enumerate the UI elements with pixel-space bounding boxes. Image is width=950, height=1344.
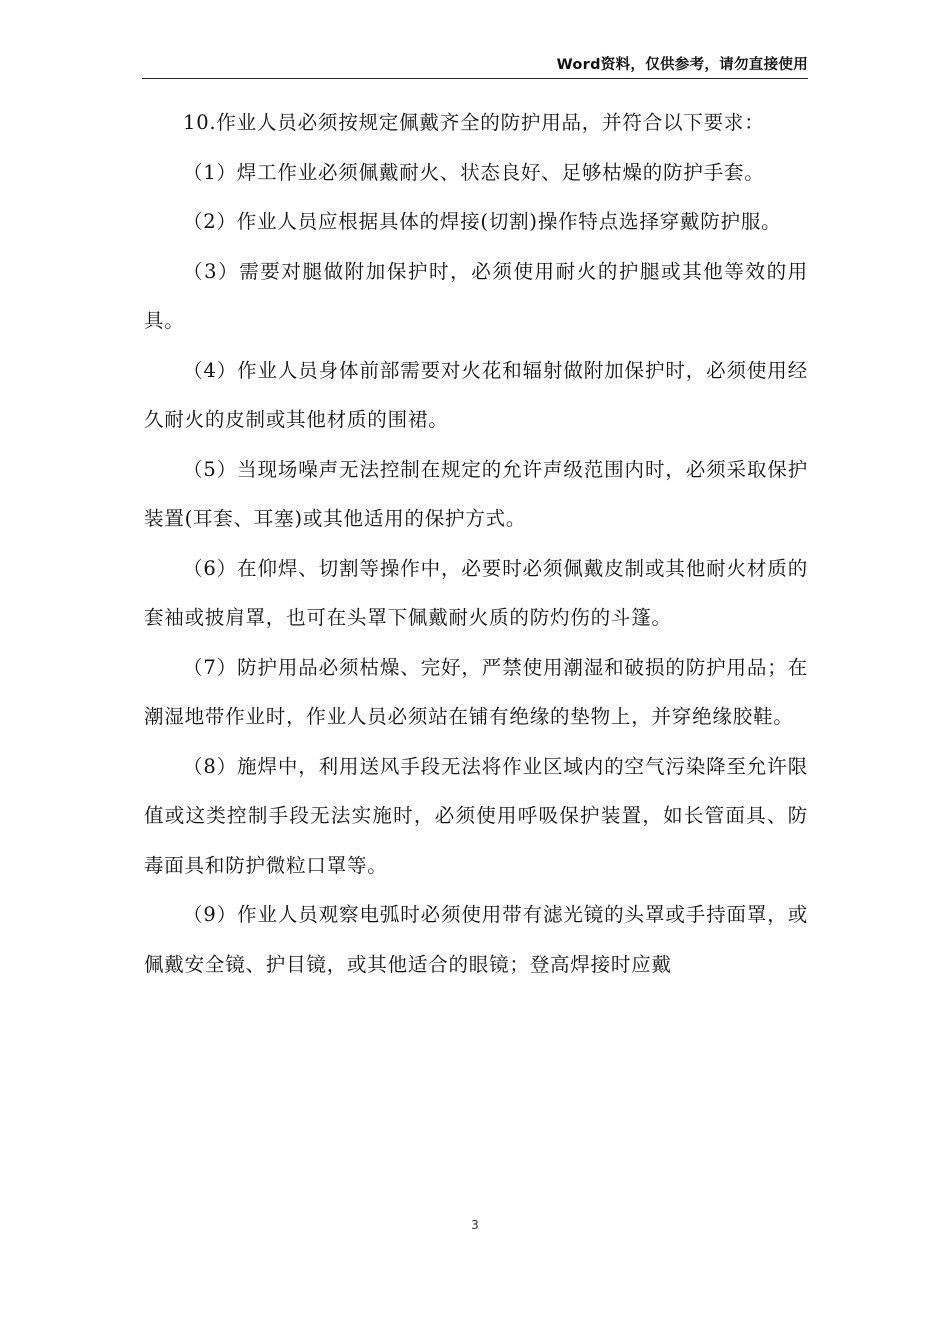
paragraph-item-3: （3）需要对腿做附加保护时，必须使用耐火的护腿或其他等效的用具。	[144, 259, 808, 332]
paragraph-item-8: （8）施焊中，利用送风手段无法将作业区域内的空气污染降至允许限值或这类控制手段无法实施时，必须使用呼吸保护装置，如长管面具、防毒面具和防护微粒口罩等。	[144, 754, 808, 877]
page-footer	[0, 1214, 950, 1233]
paragraph-item-5: （5）当现场噪声无法控制在规定的允许声级范围内时，必须采取保护装置(耳套、耳塞)或其他适用的保护方式。	[144, 457, 808, 530]
page-header	[142, 54, 808, 79]
paragraph-item-2: （2）作业人员应根据具体的焊接(切割)操作特点选择穿戴防护服。	[183, 210, 782, 233]
page-number: 3	[471, 1218, 479, 1232]
paragraph-item-4: （4）作业人员身体前部需要对火花和辐射做附加保护时，必须使用经久耐火的皮制或其他材质的围裙。	[144, 358, 808, 431]
document-body	[144, 98, 808, 989]
paragraph-item-9: （9）作业人员观察电弧时必须使用带有滤光镜的头罩或手持面罩，或佩戴安全镜、护目镜，或其他适合的眼镜；登高焊接时应戴	[144, 903, 808, 976]
paragraph-item-6: （6）在仰焊、切割等操作中，必要时必须佩戴皮制或其他耐火材质的套袖或披肩罩，也可在头罩下佩戴耐火质的防灼伤的斗篷。	[144, 556, 808, 629]
header-text: Word资料，仅供参考，请勿直接使用	[556, 57, 808, 73]
paragraph-item-7: （7）防护用品必须枯燥、完好，严禁使用潮湿和破损的防护用品；在潮湿地带作业时，作业人员必须站在铺有绝缘的垫物上，并穿绝缘胶鞋。	[144, 655, 808, 728]
paragraph-item-10: 10.作业人员必须按规定佩戴齐全的防护用品，并符合以下要求：	[183, 111, 765, 134]
paragraph-item-1: （1）焊工作业必须佩戴耐火、状态良好、足够枯燥的防护手套。	[183, 160, 765, 184]
